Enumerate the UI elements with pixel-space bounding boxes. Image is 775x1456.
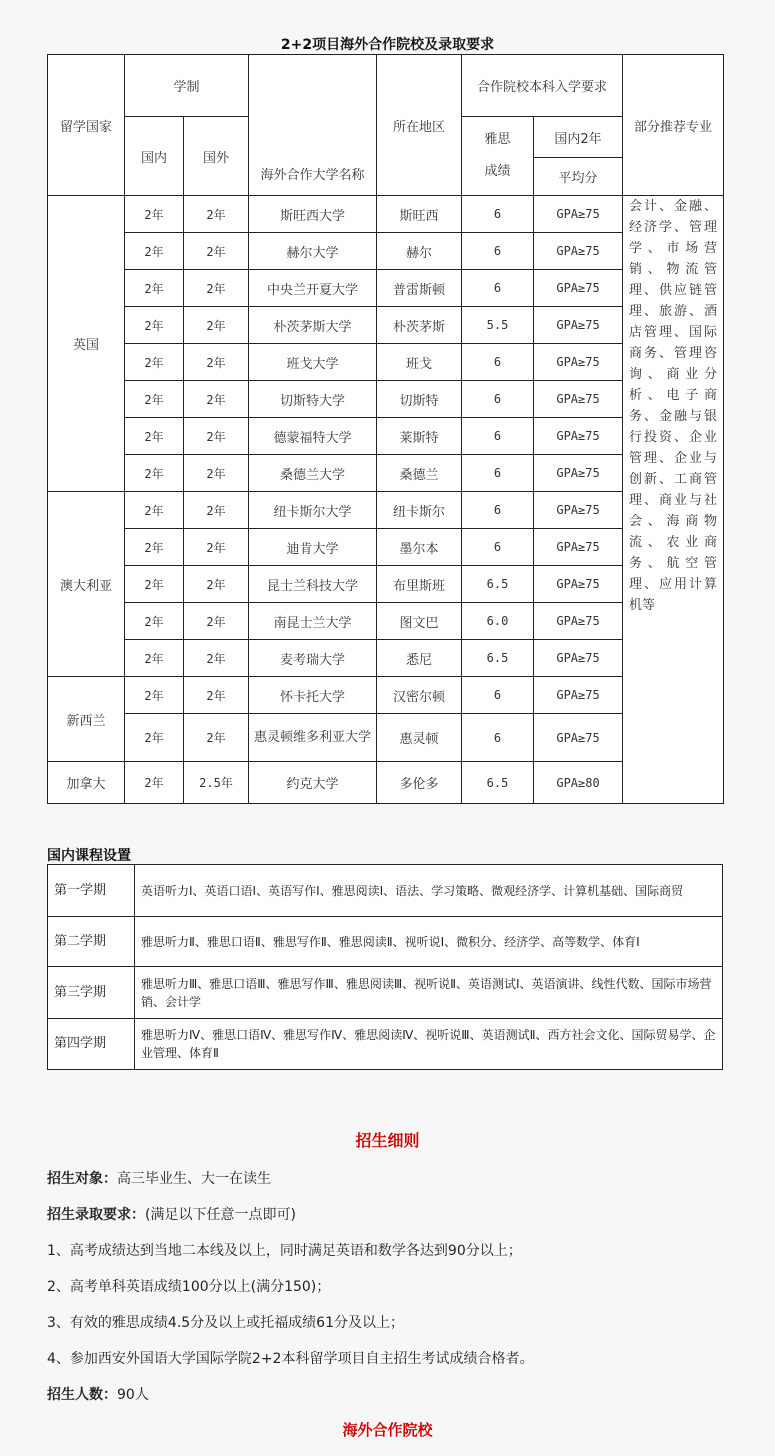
table-row bbox=[48, 307, 724, 344]
gpa-cell: GPA≥75 bbox=[534, 233, 623, 270]
table-row bbox=[48, 529, 724, 566]
duration-domestic-cell: 2年 bbox=[125, 381, 184, 418]
gpa-cell: GPA≥75 bbox=[534, 640, 623, 677]
course-row bbox=[48, 917, 723, 967]
ielts-cell: 6.5 bbox=[462, 640, 534, 677]
term-label: 第三学期 bbox=[48, 967, 135, 1019]
duration-abroad-cell: 2年 bbox=[184, 714, 249, 762]
gpa-cell: GPA≥75 bbox=[534, 714, 623, 762]
duration-domestic-cell: 2年 bbox=[125, 418, 184, 455]
location-cell: 多伦多 bbox=[377, 762, 462, 804]
university-cell: 迪肯大学 bbox=[249, 529, 377, 566]
gpa-cell: GPA≥75 bbox=[534, 307, 623, 344]
table-row bbox=[48, 640, 724, 677]
duration-abroad-cell: 2年 bbox=[184, 640, 249, 677]
country-cell: 新西兰 bbox=[48, 677, 125, 762]
gpa-cell: GPA≥75 bbox=[534, 566, 623, 603]
university-cell: 班戈大学 bbox=[249, 344, 377, 381]
duration-domestic-cell: 2年 bbox=[125, 492, 184, 529]
table-title: 2+2项目海外合作院校及录取要求 bbox=[280, 37, 495, 53]
university-cell: 切斯特大学 bbox=[249, 381, 377, 418]
location-cell: 惠灵顿 bbox=[377, 714, 462, 762]
gpa-cell: GPA≥80 bbox=[534, 762, 623, 804]
duration-abroad-cell: 2年 bbox=[184, 418, 249, 455]
location-cell: 朴茨茅斯 bbox=[377, 307, 462, 344]
ielts-cell: 6 bbox=[462, 196, 534, 233]
header-location: 所在地区 bbox=[377, 55, 462, 196]
duration-domestic-cell: 2年 bbox=[125, 307, 184, 344]
university-cell: 纽卡斯尔大学 bbox=[249, 492, 377, 529]
location-cell: 图文巴 bbox=[377, 603, 462, 640]
header-country: 留学国家 bbox=[48, 55, 125, 196]
gpa-cell: GPA≥75 bbox=[534, 529, 623, 566]
table-row bbox=[48, 714, 724, 762]
location-cell: 莱斯特 bbox=[377, 418, 462, 455]
ielts-cell: 6 bbox=[462, 233, 534, 270]
ielts-cell: 6 bbox=[462, 381, 534, 418]
requirement-item-4: 4、参加西安外国语大学国际学院2+2本科留学项目自主招生考试成绩合格者。 bbox=[47, 1351, 534, 1367]
country-cell: 澳大利亚 bbox=[48, 492, 125, 677]
ielts-cell: 6.5 bbox=[462, 566, 534, 603]
duration-domestic-cell: 2年 bbox=[125, 529, 184, 566]
admission-target: 招生对象：高三毕业生、大一在读生 bbox=[47, 1171, 271, 1187]
table-row bbox=[48, 196, 724, 233]
table-row bbox=[48, 418, 724, 455]
duration-domestic-cell: 2年 bbox=[125, 762, 184, 804]
table-row bbox=[48, 762, 724, 804]
header-abroad: 国外 bbox=[184, 117, 249, 196]
duration-abroad-cell: 2年 bbox=[184, 455, 249, 492]
table-row bbox=[48, 455, 724, 492]
location-cell: 汉密尔顿 bbox=[377, 677, 462, 714]
university-cell: 德蒙福特大学 bbox=[249, 418, 377, 455]
ielts-cell: 6 bbox=[462, 529, 534, 566]
university-cell: 朴茨茅斯大学 bbox=[249, 307, 377, 344]
university-cell: 麦考瑞大学 bbox=[249, 640, 377, 677]
requirement-item-3: 3、有效的雅思成绩4.5分及以上或托福成绩61分及以上； bbox=[47, 1315, 404, 1331]
table-row bbox=[48, 603, 724, 640]
header-gpa-line1: 国内2年 bbox=[534, 117, 623, 158]
ielts-cell: 6.0 bbox=[462, 603, 534, 640]
header-majors: 部分推荐专业 bbox=[623, 55, 724, 196]
course-table bbox=[47, 864, 723, 1070]
university-cell: 中央兰开夏大学 bbox=[249, 270, 377, 307]
university-cell: 怀卡托大学 bbox=[249, 677, 377, 714]
term-courses: 雅思听力Ⅳ、雅思口语Ⅳ、雅思写作Ⅳ、雅思阅读Ⅳ、视听说Ⅲ、英语测试Ⅱ、西方社会文化、国际贸易学、企业管理、体育Ⅱ bbox=[135, 1019, 723, 1070]
location-cell: 悉尼 bbox=[377, 640, 462, 677]
header-requirement: 合作院校本科入学要求 bbox=[462, 55, 623, 117]
gpa-cell: GPA≥75 bbox=[534, 196, 623, 233]
requirement-item-2: 2、高考单科英语成绩100分以上(满分150)； bbox=[47, 1279, 331, 1295]
term-courses: 英语听力Ⅰ、英语口语Ⅰ、英语写作Ⅰ、雅思阅读Ⅰ、语法、学习策略、微观经济学、计算机基础、国际商贸 bbox=[135, 865, 723, 917]
ielts-cell: 6 bbox=[462, 455, 534, 492]
country-cell: 英国 bbox=[48, 196, 125, 492]
term-label: 第四学期 bbox=[48, 1019, 135, 1070]
ielts-cell: 6 bbox=[462, 714, 534, 762]
header-duration: 学制 bbox=[125, 55, 249, 117]
table-row bbox=[48, 492, 724, 529]
duration-domestic-cell: 2年 bbox=[125, 196, 184, 233]
table-row bbox=[48, 677, 724, 714]
course-row bbox=[48, 865, 723, 917]
duration-abroad-cell: 2年 bbox=[184, 603, 249, 640]
duration-domestic-cell: 2年 bbox=[125, 455, 184, 492]
location-cell: 普雷斯顿 bbox=[377, 270, 462, 307]
location-cell: 墨尔本 bbox=[377, 529, 462, 566]
location-cell: 切斯特 bbox=[377, 381, 462, 418]
table-row bbox=[48, 566, 724, 603]
location-cell: 斯旺西 bbox=[377, 196, 462, 233]
duration-domestic-cell: 2年 bbox=[125, 270, 184, 307]
ielts-cell: 5.5 bbox=[462, 307, 534, 344]
course-row bbox=[48, 967, 723, 1019]
header-domestic: 国内 bbox=[125, 117, 184, 196]
country-cell: 加拿大 bbox=[48, 762, 125, 804]
ielts-cell: 6 bbox=[462, 492, 534, 529]
location-cell: 纽卡斯尔 bbox=[377, 492, 462, 529]
duration-domestic-cell: 2年 bbox=[125, 677, 184, 714]
university-cell: 桑德兰大学 bbox=[249, 455, 377, 492]
gpa-cell: GPA≥75 bbox=[534, 492, 623, 529]
ielts-cell: 6 bbox=[462, 270, 534, 307]
course-row bbox=[48, 1019, 723, 1070]
table-row bbox=[48, 270, 724, 307]
university-cell: 惠灵顿维多利亚大学 bbox=[249, 714, 377, 762]
duration-abroad-cell: 2年 bbox=[184, 344, 249, 381]
university-cell: 南昆士兰大学 bbox=[249, 603, 377, 640]
duration-abroad-cell: 2年 bbox=[184, 566, 249, 603]
duration-domestic-cell: 2年 bbox=[125, 640, 184, 677]
header-ielts: 雅思 成绩 bbox=[462, 117, 534, 196]
location-cell: 布里斯班 bbox=[377, 566, 462, 603]
term-courses: 雅思听力Ⅱ、雅思口语Ⅱ、雅思写作Ⅱ、雅思阅读Ⅱ、视听说Ⅰ、微积分、经济学、高等数学、体育Ⅰ bbox=[135, 917, 723, 967]
duration-domestic-cell: 2年 bbox=[125, 603, 184, 640]
table-row bbox=[48, 381, 724, 418]
duration-abroad-cell: 2年 bbox=[184, 233, 249, 270]
location-cell: 桑德兰 bbox=[377, 455, 462, 492]
gpa-cell: GPA≥75 bbox=[534, 418, 623, 455]
table-row bbox=[48, 344, 724, 381]
duration-abroad-cell: 2年 bbox=[184, 307, 249, 344]
duration-abroad-cell: 2年 bbox=[184, 492, 249, 529]
admission-requirement: 招生录取要求：(满足以下任意一点即可) bbox=[47, 1207, 296, 1223]
university-cell: 昆士兰科技大学 bbox=[249, 566, 377, 603]
university-cell: 斯旺西大学 bbox=[249, 196, 377, 233]
duration-domestic-cell: 2年 bbox=[125, 566, 184, 603]
duration-domestic-cell: 2年 bbox=[125, 344, 184, 381]
admission-title: 招生细则 bbox=[355, 1131, 420, 1150]
table-row bbox=[48, 233, 724, 270]
duration-abroad-cell: 2年 bbox=[184, 270, 249, 307]
partner-schools-title: 海外合作院校 bbox=[342, 1421, 433, 1439]
gpa-cell: GPA≥75 bbox=[534, 603, 623, 640]
duration-abroad-cell: 2年 bbox=[184, 196, 249, 233]
location-cell: 班戈 bbox=[377, 344, 462, 381]
ielts-cell: 6.5 bbox=[462, 762, 534, 804]
header-university: 海外合作大学名称 bbox=[249, 55, 377, 196]
gpa-cell: GPA≥75 bbox=[534, 455, 623, 492]
gpa-cell: GPA≥75 bbox=[534, 381, 623, 418]
university-cell: 赫尔大学 bbox=[249, 233, 377, 270]
ielts-cell: 6 bbox=[462, 677, 534, 714]
term-label: 第一学期 bbox=[48, 865, 135, 917]
duration-abroad-cell: 2年 bbox=[184, 381, 249, 418]
duration-abroad-cell: 2年 bbox=[184, 677, 249, 714]
gpa-cell: GPA≥75 bbox=[534, 344, 623, 381]
duration-domestic-cell: 2年 bbox=[125, 714, 184, 762]
duration-abroad-cell: 2.5年 bbox=[184, 762, 249, 804]
term-courses: 雅思听力Ⅲ、雅思口语Ⅲ、雅思写作Ⅲ、雅思阅读Ⅲ、视听说Ⅱ、英语测试Ⅰ、英语演讲、线性代数、国际市场营销、会计学 bbox=[135, 967, 723, 1019]
ielts-cell: 6 bbox=[462, 418, 534, 455]
gpa-cell: GPA≥75 bbox=[534, 270, 623, 307]
duration-domestic-cell: 2年 bbox=[125, 233, 184, 270]
admission-count: 招生人数：90人 bbox=[47, 1387, 149, 1403]
duration-abroad-cell: 2年 bbox=[184, 529, 249, 566]
ielts-cell: 6 bbox=[462, 344, 534, 381]
location-cell: 赫尔 bbox=[377, 233, 462, 270]
majors-cell: 会计、金融、经济学、管理学、市场营销、物流管理、供应链管理、旅游、酒店管理、国际商务、管理咨询、商业分析、电子商务、金融与银行投资、企业管理、企业与创新、工商管理、商业与社会、海商物流、农业商务、航空管理、应用计算机等 bbox=[623, 196, 724, 804]
term-label: 第二学期 bbox=[48, 917, 135, 967]
course-title: 国内课程设置 bbox=[47, 848, 131, 864]
university-cell: 约克大学 bbox=[249, 762, 377, 804]
partner-table bbox=[47, 54, 724, 804]
requirement-item-1: 1、高考成绩达到当地二本线及以上，同时满足英语和数学各达到90分以上； bbox=[47, 1243, 522, 1259]
gpa-cell: GPA≥75 bbox=[534, 677, 623, 714]
header-gpa-line2: 平均分 bbox=[534, 158, 623, 196]
